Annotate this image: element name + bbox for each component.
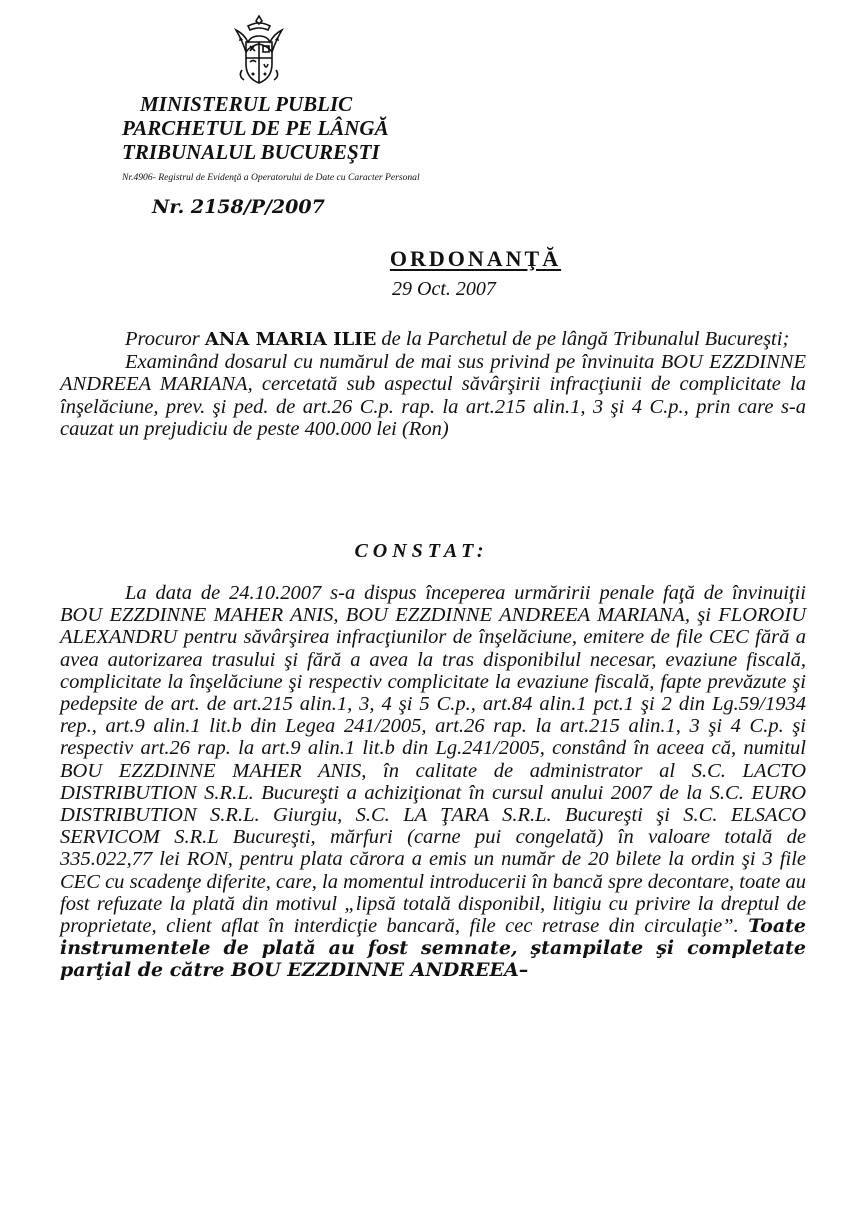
registry-note: Nr.4906- Registrul de Evidenţă a Operatorului de Date cu Caracter Personal [122, 172, 420, 183]
facts-paragraph [60, 582, 806, 982]
facts-section [60, 582, 806, 982]
intro-section [60, 328, 806, 440]
intro-paragraph [60, 328, 806, 351]
institution-header [122, 92, 389, 164]
document-date: 29 Oct. 2007 [392, 278, 496, 300]
document-title [0, 246, 843, 272]
case-number: Nr. 2158/P/2007 [152, 196, 325, 218]
facts-text: La data de 24.10.2007 s-a dispus începerea urmăririi penale faţă de învinuiţii BOU EZZDINNE MAHER ANIS, BOU EZZDINNE ANDREEA MARIANA, şi FLOROIU ALEXANDRU pentru săvârşirea infracţiunilor de înşelăciune, emitere de file CEC fără a avea autorizarea trasului şi fără a avea la tras disponibilul necesar, evaziune fiscală, complicitate la înşelăciune şi respectiv complicitate la evaziune fiscală, fapte prevăzute şi pedepsite de art. de art.215 alin.1, 3, 4 şi 5 C.p., art.84 alin.1 pct.1 şi 2 din Lg.59/1934 rep., art.9 alin.1 lit.b din Legea 241/2005, art.26 rap. la art.215 alin.1, 3 şi 4 C.p. şi respectiv art.26 rap. la art.9 alin.1 lit.b din Lg.241/2005, constând în aceea că, numitul BOU EZZDINNE MAHER ANIS, în calitate de administrator al S.C. LACTO DISTRIBUTION S.R.L. Bucureşti a achiziţionat în cursul anului 2007 de la S.C. EURO DISTRIBUTION S.R.L. Giurgiu, S.C. LA ŢARA S.R.L. Bucureşti şi S.C. ELSACO SERVICOM S.R.L Bucureşti, mărfuri (carne pui congelată) în valoare totală de 335.022,77 lei RON, pentru plata cărora a emis un număr de 20 bilete la ordin şi 3 file CEC cu scadenţe diferite, care, la momentul introducerii în bancă spre decontare, toate au fost refuzate la plată din motivul „lipsă totală disponibil, litigiu cu privire la dreptul de proprietate, client aflat în interdicţie bancară, file cec retrase din circulaţie”. [60, 582, 806, 938]
tribunal-line: TRIBUNALUL BUCUREŞTI [122, 140, 380, 164]
ministry-name: MINISTERUL PUBLIC [140, 92, 353, 116]
prosecutor-office-line: PARCHETUL DE PE LÂNGĂ [122, 116, 389, 140]
examine-paragraph: Examinând dosarul cu numărul de mai sus privind pe învinuita BOU EZZDINNE ANDREEA MARIANA, cercetată sub aspectul săvârşirii infracţiunii de complicitate la înşelăciune, prev. şi ped. de art.26 C.p. rap. la art.215 alin.1, 3 şi 4 C.p., prin care s-a cauzat un prejudiciu de peste 400.000 lei (Ron) [60, 351, 806, 440]
intro-text-1: Procuror [125, 328, 205, 350]
prosecutor-name: ANA MARIA ILIE [204, 329, 377, 350]
intro-text-2: de la Parchetul de pe lângă Tribunalul Bucureşti; [376, 328, 790, 350]
section-heading: CONSTAT: [354, 540, 489, 562]
document-title-text: ORDONANŢĂ [389, 246, 562, 271]
coat-of-arms-icon [228, 12, 290, 88]
facts-bold-text: Toate instrumentele de plată au fost semnate, ştampilate şi completate parţial de către BOU EZZDINNE ANDREEA– [60, 915, 806, 982]
